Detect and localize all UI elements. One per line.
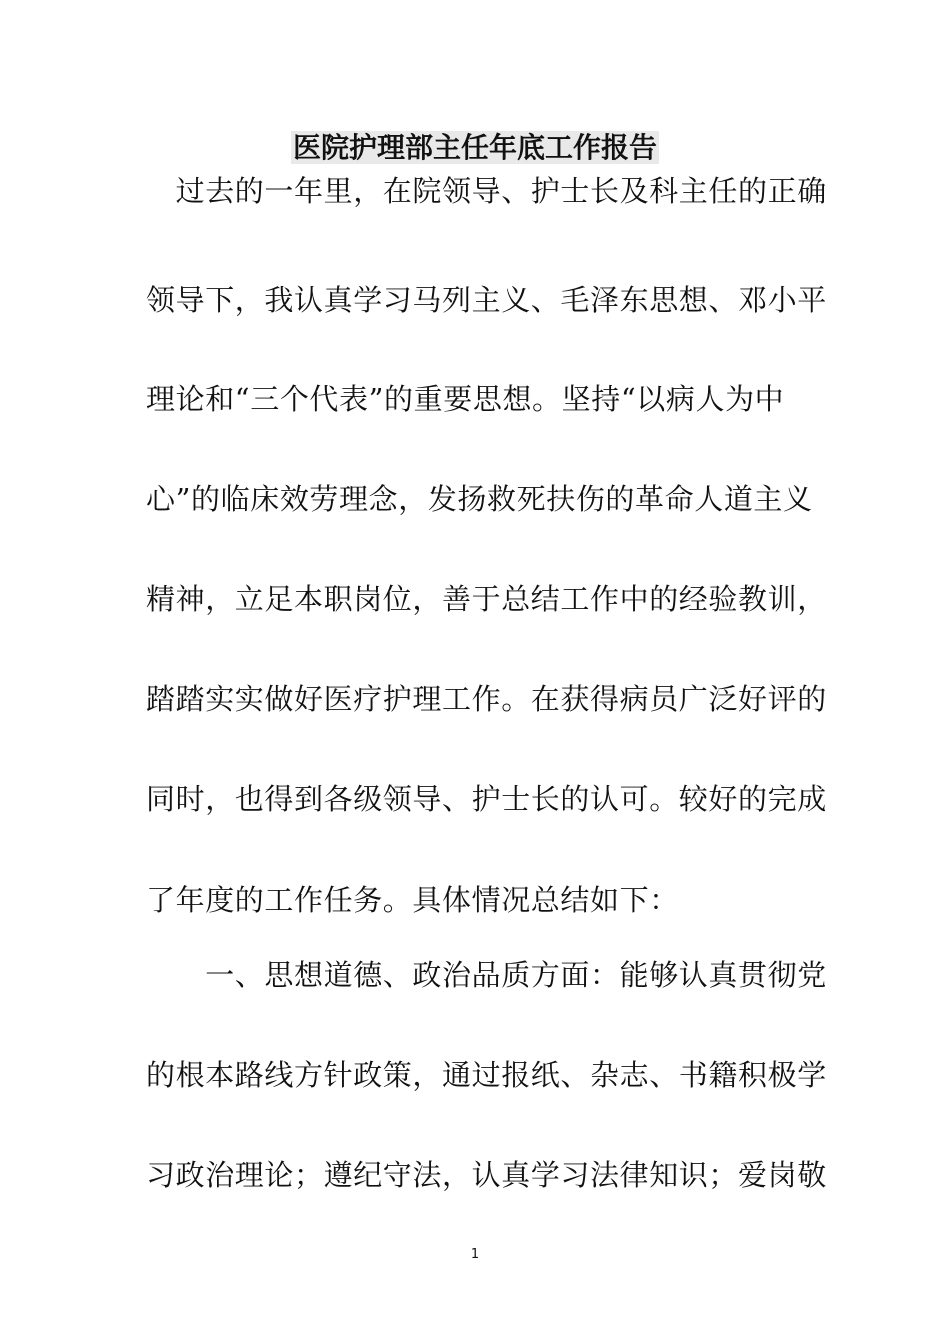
page-number: 1 <box>470 1247 480 1262</box>
body-line: 习政治理论；遵纪守法，认真学习法律知识；爱岗敬 <box>146 1158 827 1192</box>
body-line: 一、思想道德、政治品质方面：能够认真贯彻党 <box>146 958 827 992</box>
body-line: 心”的临床效劳理念，发扬救死扶伤的革命人道主义 <box>146 482 813 516</box>
document-title <box>0 128 950 168</box>
body-line: 了年度的工作任务。具体情况总结如下： <box>146 883 679 917</box>
body-line: 精神，立足本职岗位，善于总结工作中的经验教训， <box>146 582 827 616</box>
body-line: 同时，也得到各级领导、护士长的认可。较好的完成 <box>146 782 827 816</box>
body-line: 领导下，我认真学习马列主义、毛泽东思想、邓小平 <box>146 283 827 317</box>
body-line: 踏踏实实做好医疗护理工作。在获得病员广泛好评的 <box>146 682 827 716</box>
body-line: 过去的一年里，在院领导、护士长及科主任的正确 <box>146 174 827 208</box>
body-line: 理论和“三个代表”的重要思想。坚持“以病人为中 <box>146 382 785 416</box>
body-line: 的根本路线方针政策，通过报纸、杂志、书籍积极学 <box>146 1058 827 1092</box>
document-title-text: 医院护理部主任年底工作报告 <box>292 131 657 164</box>
